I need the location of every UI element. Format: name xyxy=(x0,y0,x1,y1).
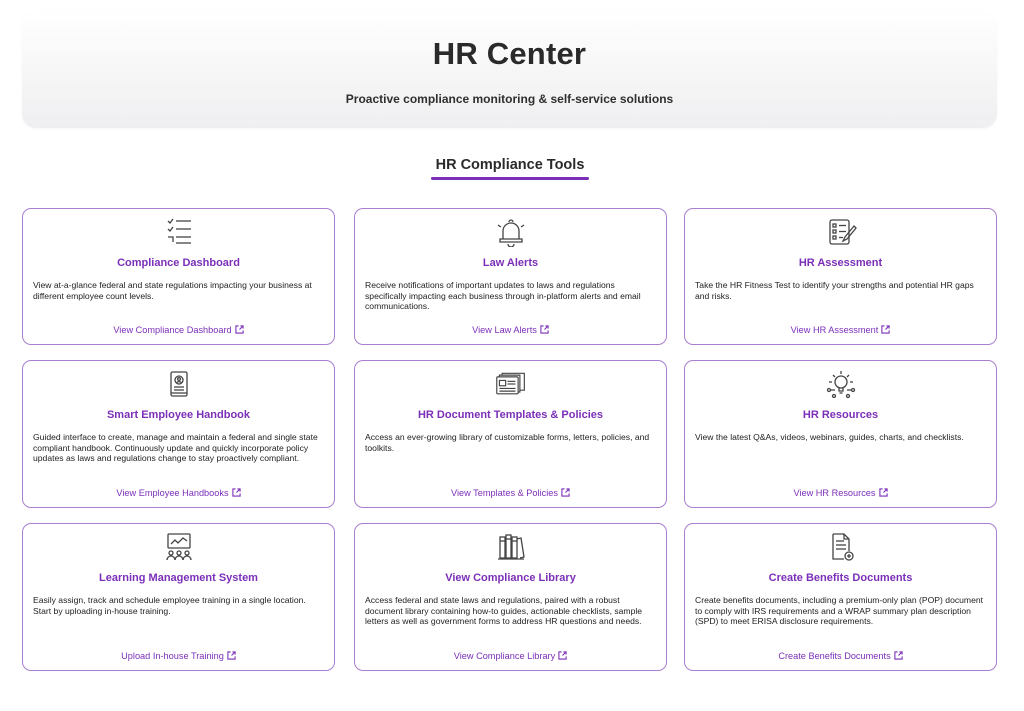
card-title: View Compliance Library xyxy=(445,572,576,584)
section-underline xyxy=(431,177,589,180)
external-link-icon xyxy=(232,488,241,499)
page-title: HR Center xyxy=(432,36,587,71)
view-compliance-library-link[interactable] xyxy=(355,651,666,662)
external-link-icon xyxy=(881,325,890,336)
external-link-icon xyxy=(235,325,244,336)
card-title: Smart Employee Handbook xyxy=(106,409,251,421)
card-description: Access federal and state laws and regulations, paired with a robust document library containing how-to guides, actionable checklists, sample letters as well as government forms to address HR questions and needs. xyxy=(365,595,643,627)
card-description: Create benefits documents, including a premium-only plan (POP) document to comply with IRS requirements and a WRAP summary plan description (SPD) to meet ERISA disclosure requirements. xyxy=(695,595,984,627)
card-description: Take the HR Fitness Test to identify your strengths and potential HR gaps and risks. xyxy=(695,280,974,301)
view-compliance-dashboard-link[interactable] xyxy=(23,325,334,336)
view-templates-policies-link[interactable] xyxy=(355,488,666,499)
card-link-label: View HR Resources xyxy=(793,488,876,498)
card-title: Compliance Dashboard xyxy=(117,257,240,269)
page-subtitle: Proactive compliance monitoring & self-service solutions xyxy=(345,92,674,106)
card-title: Law Alerts xyxy=(482,257,539,269)
card-title: HR Document Templates & Policies xyxy=(417,409,603,421)
documents-icon xyxy=(355,369,666,399)
card-view-compliance-library xyxy=(354,523,667,671)
bell-icon xyxy=(355,217,666,247)
card-title: Learning Management System xyxy=(99,572,258,584)
view-employee-handbooks-link[interactable] xyxy=(23,488,334,499)
card-link-label: Create Benefits Documents xyxy=(778,651,891,661)
card-hr-document-templates xyxy=(354,360,667,508)
external-link-icon xyxy=(879,488,888,499)
card-learning-management-system xyxy=(22,523,335,671)
training-icon xyxy=(23,532,334,562)
section-title: HR Compliance Tools xyxy=(435,157,585,173)
external-link-icon xyxy=(558,651,567,662)
card-title: Create Benefits Documents xyxy=(768,572,913,584)
card-link-label: View Templates & Policies xyxy=(451,488,558,498)
card-description: View the latest Q&As, videos, webinars, guides, charts, and checklists. xyxy=(695,432,964,442)
create-benefits-documents-link[interactable] xyxy=(685,651,996,662)
external-link-icon xyxy=(227,651,236,662)
card-link-label: Upload In-house Training xyxy=(121,651,224,661)
card-title: HR Resources xyxy=(802,409,879,421)
checklist-icon xyxy=(23,217,334,247)
card-link-label: View Compliance Library xyxy=(453,651,556,661)
card-link-label: View HR Assessment xyxy=(790,325,879,335)
card-law-alerts xyxy=(354,208,667,345)
external-link-icon xyxy=(894,651,903,662)
hero-banner xyxy=(22,10,997,128)
card-description: Guided interface to create, manage and maintain a federal and single state compliant handbook. Continuously update and quickly incorporate policy updates as laws and regulations change to stay proactively compliant. xyxy=(33,432,318,464)
view-hr-assessment-link[interactable] xyxy=(685,325,996,336)
library-icon xyxy=(355,532,666,562)
card-hr-resources xyxy=(684,360,997,508)
card-compliance-dashboard xyxy=(22,208,335,345)
view-hr-resources-link[interactable] xyxy=(685,488,996,499)
card-link-label: View Compliance Dashboard xyxy=(113,325,232,335)
add-document-icon xyxy=(685,532,996,562)
card-description: Access an ever-growing library of customizable forms, letters, policies, and toolkits. xyxy=(365,432,650,453)
assessment-icon xyxy=(685,217,996,247)
lightbulb-icon xyxy=(685,369,996,399)
external-link-icon xyxy=(540,325,549,336)
card-create-benefits-documents xyxy=(684,523,997,671)
card-title: HR Assessment xyxy=(798,257,883,269)
card-description: View at-a-glance federal and state regulations impacting your business at different employee count levels. xyxy=(33,280,312,301)
card-smart-employee-handbook xyxy=(22,360,335,508)
card-description: Receive notifications of important updates to laws and regulations specifically impacting each business through in-platform alerts and email communications. xyxy=(365,280,641,312)
upload-in-house-training-link[interactable] xyxy=(23,651,334,662)
card-link-label: View Law Alerts xyxy=(472,325,537,335)
card-link-label: View Employee Handbooks xyxy=(116,488,229,498)
external-link-icon xyxy=(561,488,570,499)
card-description: Easily assign, track and schedule employee training in a single location. Start by uploading in-house training. xyxy=(33,595,306,616)
handbook-icon xyxy=(23,369,334,399)
view-law-alerts-link[interactable] xyxy=(355,325,666,336)
card-hr-assessment xyxy=(684,208,997,345)
